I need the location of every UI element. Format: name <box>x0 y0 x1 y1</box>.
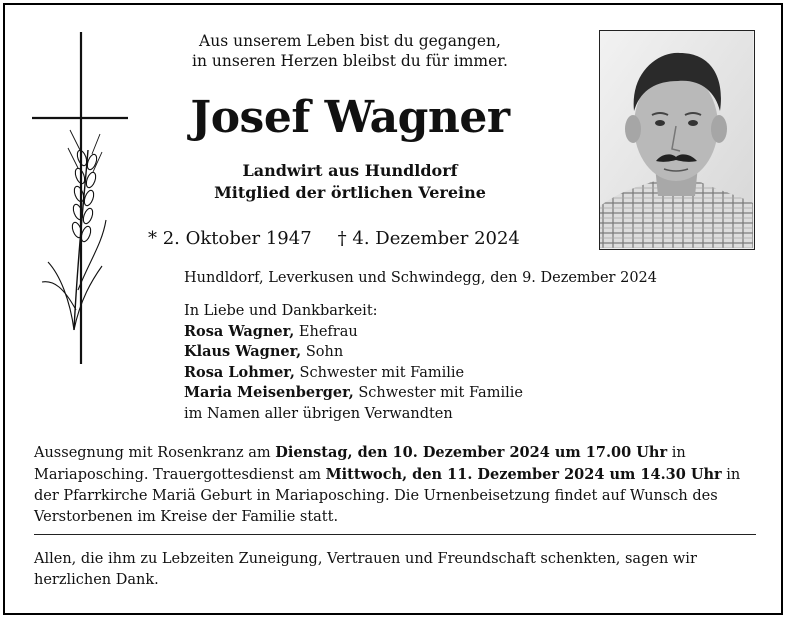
service-text: in der Pfarrkirche Mariä Geburt in Mariaposching. Die Urnenbeisetzung findet auf Wunsch des Verstorbenen im Kreise der Familie statt. <box>34 467 741 525</box>
mourners-list <box>184 301 523 424</box>
service-text: Aussegnung mit Rosenkranz am <box>34 445 276 461</box>
mourner-name: Klaus Wagner, <box>184 343 302 360</box>
mass-datetime: Mittwoch, den 11. Dezember 2024 um 14.30 Uhr <box>325 466 722 483</box>
place-and-date: Hundldorf, Leverkusen und Schwindegg, den 9. Dezember 2024 <box>184 270 657 286</box>
mourner-relation: Schwester mit Familie <box>294 364 465 381</box>
list-item <box>184 363 523 384</box>
list-item <box>184 383 523 404</box>
mourner-relation: Sohn <box>301 344 344 360</box>
list-item <box>184 342 523 363</box>
death-date: † 4. Dezember 2024 <box>337 228 520 249</box>
life-dates <box>148 228 546 249</box>
mourner-name: Maria Meisenberger, <box>184 384 354 401</box>
mourner-relation: Ehefrau <box>294 323 358 340</box>
thanks-text: Allen, die ihm zu Lebzeiten Zuneigung, Vertrauen und Freundschaft schenkten, sagen wir herzlichen Dank. <box>34 551 697 588</box>
rosary-datetime: Dienstag, den 10. Dezember 2024 um 17.00 Uhr <box>275 444 668 461</box>
mourners-closing: im Namen aller übrigen Verwandten <box>184 405 453 422</box>
service-text: in Mariaposching. Trauergottesdienst am <box>34 445 686 483</box>
deceased-name: Josef Wagner <box>190 92 510 143</box>
cross-with-wheat-icon <box>30 30 140 374</box>
mourner-name: Rosa Wagner, <box>184 322 295 340</box>
mourner-name: Rosa Lohmer, <box>184 363 295 381</box>
membership-line: Mitglied der örtlichen Vereine <box>214 183 486 202</box>
verse-line-1: Aus unserem Leben bist du gegangen, <box>199 32 501 50</box>
birth-date: * 2. Oktober 1947 <box>148 228 312 249</box>
mourner-relation: Schwester mit Familie <box>353 385 523 401</box>
verse-line-2: in unseren Herzen bleibst du für immer. <box>192 52 508 70</box>
portrait-photo <box>599 30 755 250</box>
divider <box>34 534 756 535</box>
mourners-intro: In Liebe und Dankbarkeit: <box>184 303 378 319</box>
list-item <box>184 322 523 343</box>
occupation-line: Landwirt aus Hundldorf <box>242 161 458 180</box>
service-info <box>34 442 758 528</box>
